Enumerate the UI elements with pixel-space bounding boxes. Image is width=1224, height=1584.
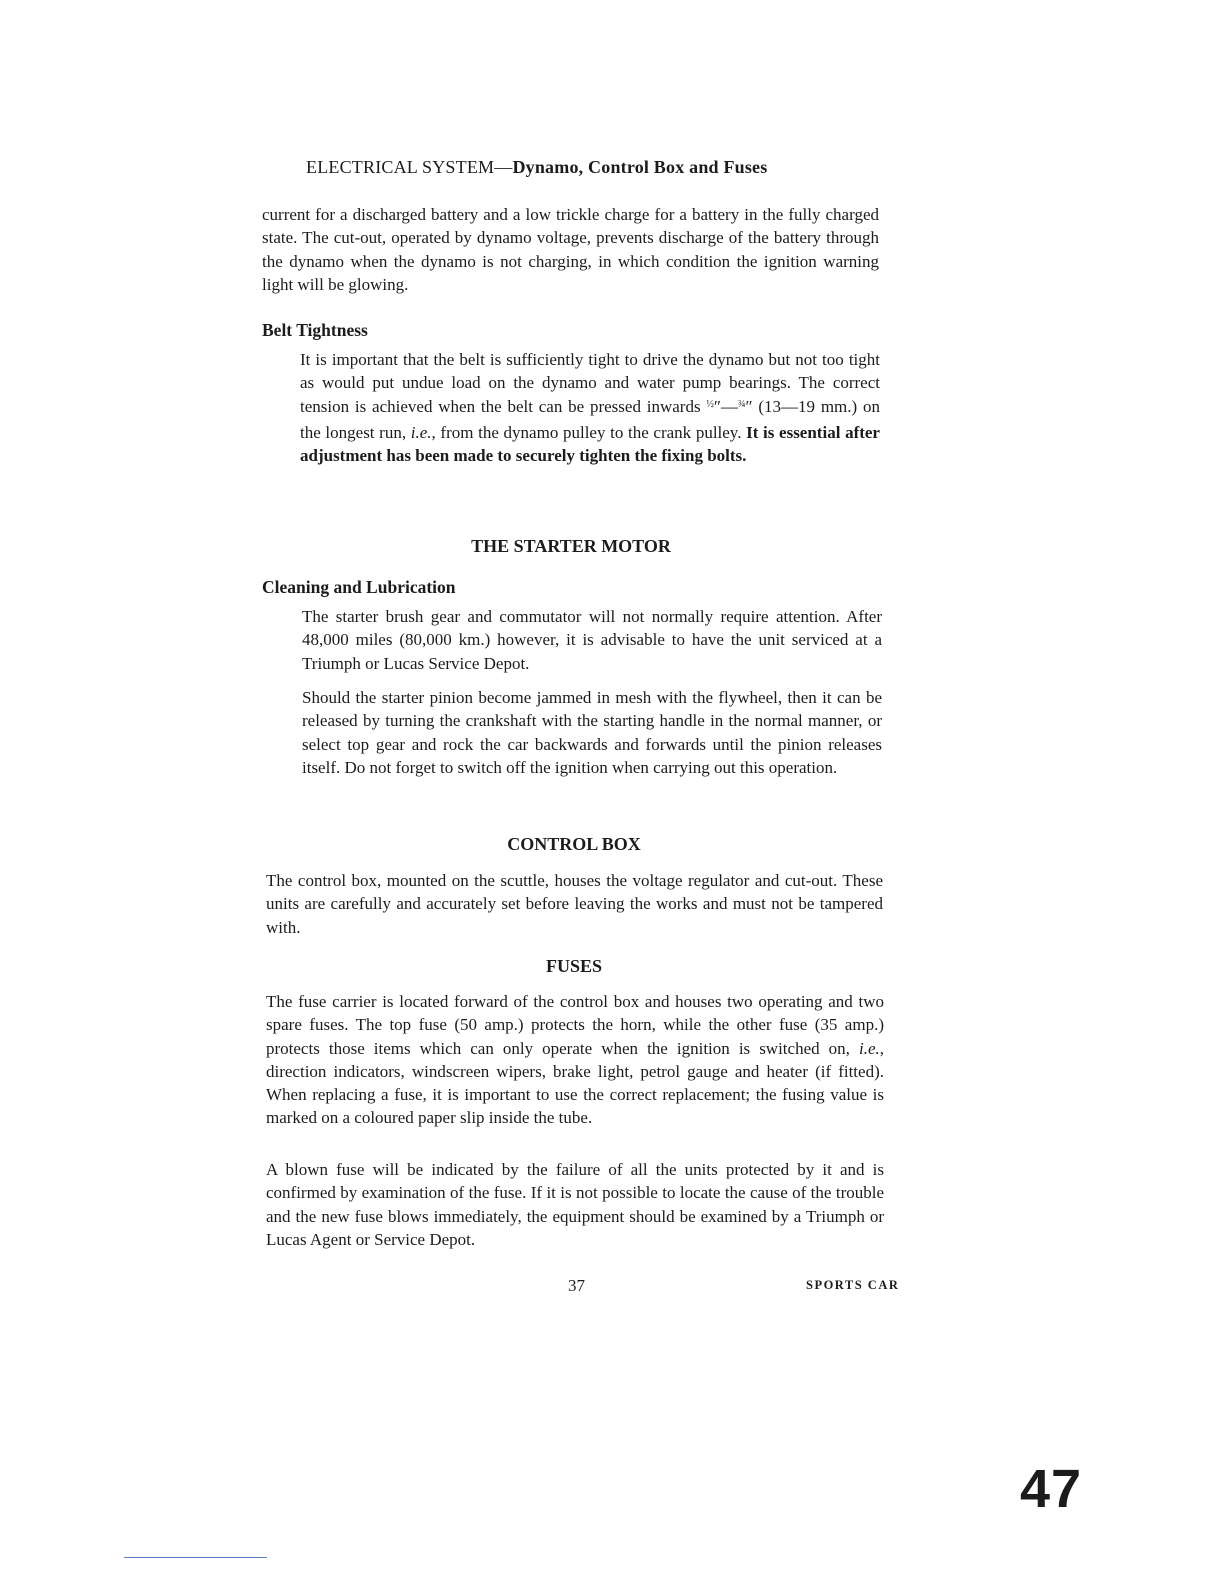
fraction-half: ½	[706, 398, 714, 410]
footer-model: SPORTS CAR	[806, 1278, 900, 1292]
belt-text-b: ″ (13—19 mm.) on the longest run,	[300, 396, 880, 442]
page-header	[306, 157, 767, 178]
fuses-text-a: The fuse carrier is located forward of the control box and houses two operating and two spare fuses. The top fuse (50 amp.) protects the horn, while the other fuse (35 amp.) protects those items which can only operate when the ignition is switched on,	[266, 992, 884, 1058]
fuses-ie: i.e.	[858, 1038, 880, 1058]
fuses-text-b: , direction indicators, windscreen wipers, brake light, petrol gauge and heater (if fitted). When replacing a fuse, it is important to use the correct replacement; the fusing value is marked on a coloured paper slip inside the tube.	[266, 1038, 884, 1128]
belt-tightness-heading: Belt Tightness	[262, 320, 368, 340]
starter-paragraph-2: Should the starter pinion become jammed in mesh with the flywheel, then it can be released by turning the crankshaft with the starting handle in the normal manner, or select top gear and rock the car backwards and forwards until the pinion releases itself. Do not forget to switch off the ignition when carrying out this operation.	[302, 688, 882, 777]
starter-motor-heading: THE STARTER MOTOR	[471, 536, 671, 556]
cleaning-lubrication-heading: Cleaning and Lubrication	[262, 577, 456, 597]
fuses-paragraph-1	[266, 990, 884, 1130]
scan-page-number: 47	[1020, 1459, 1083, 1519]
fuses-paragraph-2: A blown fuse will be indicated by the failure of all the units protected by it and is confirmed by examination of the fuse. If it is not possible to locate the cause of the trouble and the new fuse blows immediately, the equipment should be examined by a Triumph or Lucas Agent or Service Depot.	[266, 1160, 884, 1249]
header-section: ELECTRICAL SYSTEM—	[306, 157, 513, 177]
header-subtitle: Dynamo, Control Box and Fuses	[512, 157, 768, 177]
starter-paragraph-1: The starter brush gear and commutator will not normally require attention. After 48,000 miles (80,000 km.) however, it is advisable to have the unit serviced at a Triumph or Lucas Service Depot.	[302, 607, 882, 673]
control-box-heading: CONTROL BOX	[507, 834, 641, 854]
intro-paragraph: current for a discharged battery and a low trickle charge for a battery in the fully charged state. The cut-out, operated by dynamo voltage, prevents discharge of the battery through the dynamo when the dynamo is not charging, in which condition the ignition warning light will be glowing.	[262, 205, 879, 294]
belt-bold-warning: It is essential after adjustment has been made to securely tighten the fixing bolts.	[300, 422, 880, 466]
belt-text-c: , from the dynamo pulley to the crank pulley.	[431, 422, 747, 442]
belt-text-a: It is important that the belt is sufficiently tight to drive the dynamo but not too tight as would put undue load on the dynamo and water pump bearings. The correct tension is achieved when the belt can be pressed inwards	[300, 350, 880, 416]
control-box-paragraph: The control box, mounted on the scuttle, houses the voltage regulator and cut-out. These units are carefully and accurately set before leaving the works and must not be tampered with.	[266, 871, 883, 937]
fraction-dash: ″—	[713, 396, 738, 416]
belt-ie: i.e.	[410, 422, 432, 442]
bottom-rule	[124, 1557, 267, 1558]
fraction-three-quarter: ¾	[737, 398, 746, 410]
fuses-heading: FUSES	[545, 956, 603, 976]
footer-page-number: 37	[568, 1276, 585, 1295]
belt-tightness-paragraph	[300, 348, 880, 467]
